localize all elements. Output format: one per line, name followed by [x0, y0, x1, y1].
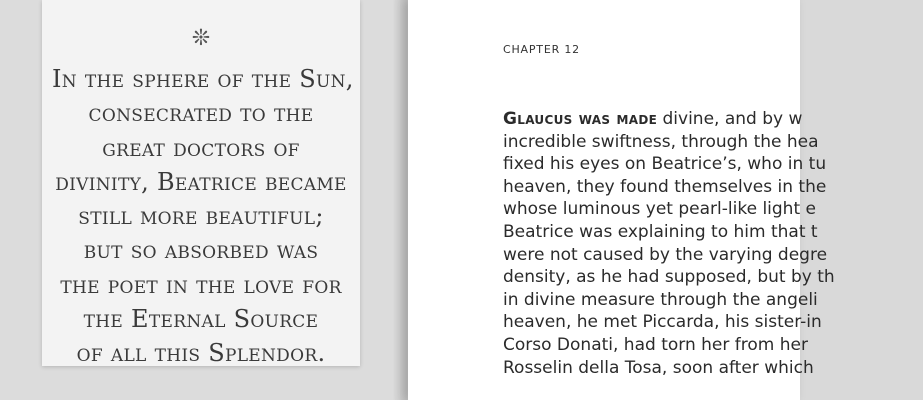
right-page: [408, 0, 835, 400]
left-page: [0, 0, 400, 400]
quote-line: In the sphere of the Sun,: [52, 65, 354, 93]
body-line: heaven, he met Piccarda, his sister-in: [503, 312, 822, 333]
body-line: fixed his eyes on Beatrice’s, who in tu: [503, 154, 827, 175]
body-line: heaven, they found themselves in the: [503, 176, 827, 197]
quote-line: but so absorbed was: [83, 236, 319, 265]
flower-ornament-icon: ❊: [191, 26, 211, 51]
quote-line: still more beautiful;: [78, 202, 324, 231]
body-line: [503, 108, 923, 131]
first-line-rest: divine, and by w: [657, 109, 803, 129]
chapter-label: CHAPTER 12: [503, 43, 580, 56]
body-line: incredible swiftness, through the hea: [503, 131, 819, 152]
body-line: Rosselin della Tosa, soon after which: [503, 357, 814, 378]
body-line: were not caused by the varying degre: [503, 244, 828, 265]
lead-in: Glaucus was made: [503, 109, 658, 129]
body-line: Corso Donati, had torn her from her: [503, 334, 808, 355]
body-line: density, as he had supposed, but by th: [503, 267, 835, 288]
quote-line: the poet in the love for: [60, 270, 342, 299]
quote-line: consecrated to the: [88, 99, 314, 128]
pull-quote-text: [52, 62, 354, 371]
quote-line: of all this Splendor.: [76, 339, 326, 368]
quote-line: the Eternal Source: [83, 305, 319, 334]
body-line: Beatrice was explaining to him that t: [503, 221, 818, 242]
quote-line: great doctors of: [102, 133, 300, 162]
body-line: whose luminous yet pearl-like light e: [503, 199, 816, 220]
pull-quote-card: [42, 0, 360, 366]
body-line: in divine measure through the angeli: [503, 289, 818, 310]
quote-line: divinity, Beatrice became: [55, 167, 347, 196]
body-text: [503, 108, 923, 379]
